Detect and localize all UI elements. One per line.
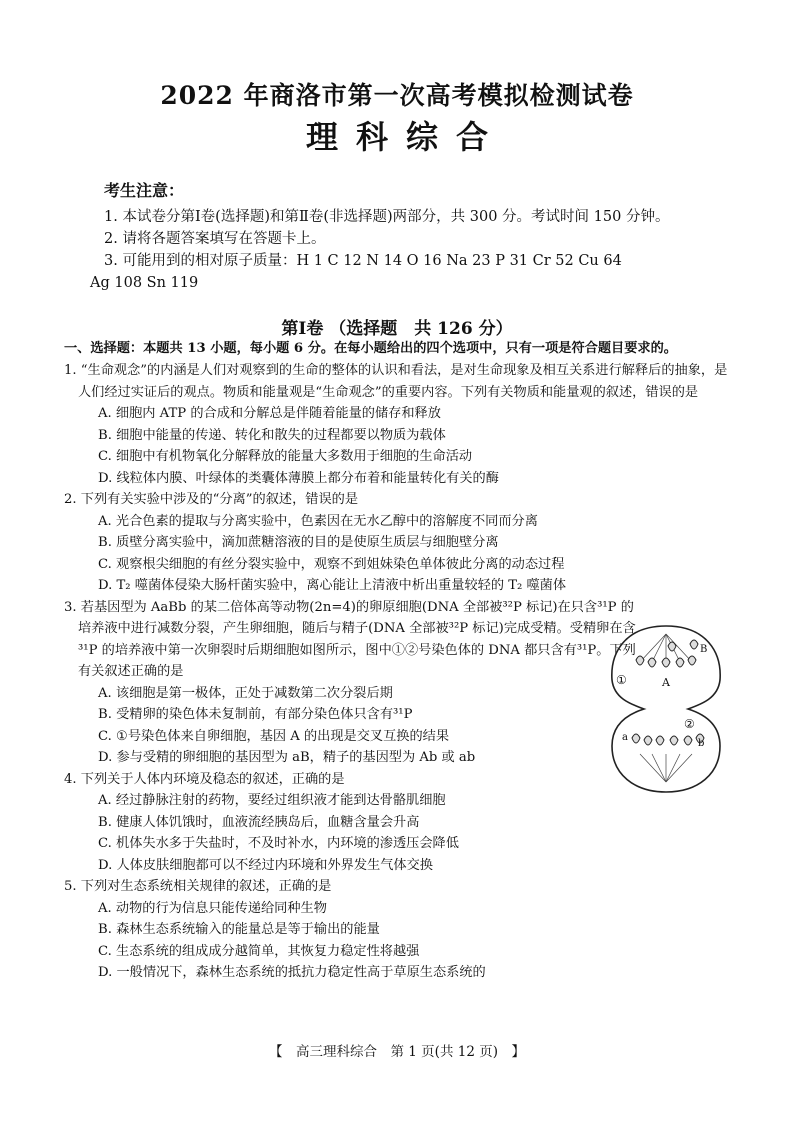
option-c: C. ①号染色体来自卵细胞，基因 A 的出现是交叉互换的结果 bbox=[98, 728, 450, 744]
option-a: A. 细胞内 ATP 的合成和分解总是伴随着能量的储存和释放 bbox=[98, 406, 441, 421]
page-footer: 【 高三理科综合 第 1 页(共 12 页) 】 bbox=[269, 1044, 525, 1060]
question-1 bbox=[64, 360, 734, 489]
notice-item-3-continued: Ag 108 Sn 119 bbox=[90, 275, 199, 291]
chromosomes-bottom bbox=[632, 734, 704, 745]
question-stem: 5. 下列对生态系统相关规律的叙述，正确的是 bbox=[64, 879, 332, 894]
label-circle-1: ① bbox=[616, 673, 627, 687]
option-c: C. 观察根尖细胞的有丝分裂实验中，观察不到姐妹染色单体彼此分离的动态过程 bbox=[98, 556, 565, 572]
label-gene-b: b bbox=[698, 738, 705, 749]
option-c: C. 细胞中有机物氧化分解释放的能量大多数用于细胞的生命活动 bbox=[98, 449, 473, 464]
exam-subject: 理科综合 bbox=[305, 118, 506, 156]
question-stem: 3. 若基因型为 AaBb 的某二倍体高等动物(2n=4)的卵原细胞(DNA 全部被³²P 标记)在只含³¹P 的培养液中进行减数分裂，产生卵细胞，随后与精子(DNA 全部被³²P 标记)完成受精。受精卵在含³¹P 的培养液中第一次卵裂时后期细胞如图所示，图中①②号染色体的 DNA 都只含有³¹P。下列有关叙述正确的是 bbox=[64, 599, 636, 679]
option-b: B. 质壁分离实验中，滴加蔗糖溶液的目的是使原生质层与细胞壁分离 bbox=[98, 535, 499, 550]
candidate-notice bbox=[90, 180, 744, 294]
notice-item-3: 3. 可能用到的相对原子质量：H 1 C 12 N 14 O 16 Na 23 P 31 Cr 52 Cu 64 bbox=[104, 253, 622, 269]
option-a: A. 动物的行为信息只能传递给同种生物 bbox=[98, 900, 327, 916]
option-d: D. 人体皮肤细胞都可以不经过内环境和外界发生气体交换 bbox=[98, 857, 433, 873]
exam-title: 2022 年商洛市第一次高考模拟检测试卷 bbox=[160, 81, 634, 110]
option-d: D. 参与受精的卵细胞的基因型为 aB，精子的基因型为 Ab 或 ab bbox=[98, 750, 476, 765]
option-d: D. 线粒体内膜、叶绿体的类囊体薄膜上都分布着和能量转化有关的酶 bbox=[98, 470, 499, 486]
label-gene-A: A bbox=[662, 676, 670, 689]
option-b: B. 健康人体饥饿时，血液流经胰岛后，血糖含量会升高 bbox=[98, 814, 420, 830]
spindle-bottom bbox=[640, 754, 692, 782]
option-c: C. 生态系统的组成成分越简单，其恢复力稳定性将越强 bbox=[98, 943, 420, 959]
option-a: A. 经过静脉注射的药物，要经过组织液才能到达骨骼肌细胞 bbox=[98, 793, 446, 808]
option-b: B. 细胞中能量的传递、转化和散失的过程都要以物质为载体 bbox=[98, 427, 446, 443]
option-a: A. 该细胞是第一极体，正处于减数第二次分裂后期 bbox=[98, 685, 393, 701]
question-stem: 1. “生命观念”的内涵是人们对观察到的生命的整体的认识和看法，是对生命现象及相互关系进行解释后的抽象，是人们经过实证后的观点。物质和能量观是“生命观念”的重要内容。下列有关物质和能量观的叙述，错误的是 bbox=[64, 363, 728, 400]
section-title: 第Ⅰ卷 （选择题 共 126 分） bbox=[281, 319, 513, 339]
question-stem: 4. 下列关于人体内环境及稳态的叙述，正确的是 bbox=[64, 771, 345, 787]
question-5 bbox=[64, 876, 734, 984]
notice-item-2: 2. 请将各题答案填写在答题卡上。 bbox=[104, 231, 326, 247]
section-instruction: 一、选择题：本题共 13 小题，每小题 6 分。在每小题给出的四个选项中，只有一项是符合题目要求的。 bbox=[64, 341, 677, 356]
notice-heading: 考生注意： bbox=[104, 181, 185, 200]
option-c: C. 机体失水多于失盐时，不及时补水，内环境的渗透压会降低 bbox=[98, 836, 459, 851]
option-b: B. 受精卵的染色体未复制前，有部分染色体只含有³¹P bbox=[98, 707, 413, 722]
label-gene-B: B bbox=[700, 644, 708, 655]
label-circle-2: ② bbox=[684, 717, 695, 731]
option-d: D. 一般情况下，森林生态系统的抵抗力稳定性高于草原生态系统的 bbox=[98, 965, 486, 980]
chromosomes-top bbox=[636, 640, 698, 667]
question-stem: 2. 下列有关实验中涉及的“分离”的叙述，错误的是 bbox=[64, 492, 359, 507]
option-d: D. T₂ 噬菌体侵染大肠杆菌实验中，离心能让上清液中析出重量较轻的 T₂ 噬菌体 bbox=[98, 578, 567, 593]
option-a: A. 光合色素的提取与分离实验中，色素因在无水乙醇中的溶解度不同而分离 bbox=[98, 513, 538, 529]
question-2 bbox=[64, 489, 734, 597]
option-b: B. 森林生态系统输入的能量总是等于输出的能量 bbox=[98, 922, 380, 937]
cell-division-figure bbox=[610, 622, 722, 796]
label-gene-a: a bbox=[622, 732, 628, 743]
notice-item-1: 1. 本试卷分第Ⅰ卷(选择题)和第Ⅱ卷(非选择题)两部分，共 300 分。考试时间 150 分钟。 bbox=[104, 209, 670, 225]
